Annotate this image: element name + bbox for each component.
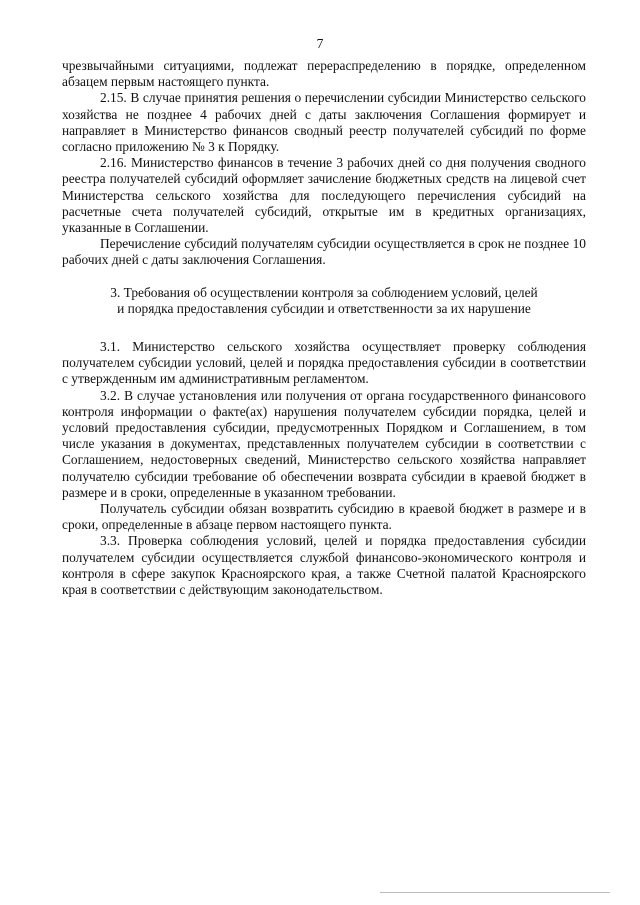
document-body bbox=[62, 58, 586, 598]
paragraph-3-2: 3.2. В случае установления или получения от органа государственного финансового контроля информации о факте(ах) нарушения получателем субсидии порядка, целей и условий предоставления субсидии, предусмотренных Порядком и Соглашением, в том числе указания в документах, представленных получателем субсидии в соответствии с Соглашением, недостоверных сведений, Министерство сельского хозяйства направляет получателю субсидии требование об обеспечении возврата субсидии в краевой бюджет в размере и в сроки, определенные в указанном требовании. bbox=[62, 387, 586, 500]
paragraph-3-3: 3.3. Проверка соблюдения условий, целей и порядка предоставления субсидии получателем субсидии осуществляется службой финансово-экономического контроля и контроля в сфере закупок Красноярского края, а также Счетной палатой Красноярского края в соответствии с действующим законодательством. bbox=[62, 533, 586, 598]
paragraph-refund-obligation: Получатель субсидии обязан возвратить субсидию в краевой бюджет в размере и в сроки, определенные в абзаце первом настоящего пункта. bbox=[62, 501, 586, 533]
page-number: 7 bbox=[316, 36, 324, 51]
paragraph-3-1: 3.1. Министерство сельского хозяйства осуществляет проверку соблюдения получателем субсидии условий, целей и порядка предоставления субсидии в соответствии с утвержденным им административным регламентом. bbox=[62, 339, 586, 387]
paragraph-2-16: 2.16. Министерство финансов в течение 3 рабочих дней со дня получения сводного реестра получателей субсидий оформляет зачисление бюджетных средств на лицевой счет Министерства сельского хозяйства для последующего перечисления субсидий на расчетные счета получателей субсидий, открытые им в кредитных организациях, указанные в Соглашении. bbox=[62, 155, 586, 236]
section-3-title-line-2: и порядка предоставления субсидии и ответственности за их нарушение bbox=[117, 300, 531, 316]
section-3-title bbox=[62, 285, 586, 317]
spacer bbox=[62, 329, 586, 339]
paragraph-continuation: чрезвычайными ситуациями, подлежат перераспределению в порядке, определенном абзацем первым настоящего пункта. bbox=[62, 58, 586, 90]
section-3-title-line-1: 3. Требования об осуществлении контроля за соблюдением условий, целей bbox=[110, 284, 538, 300]
paragraph-transfer-deadline: Перечисление субсидий получателям субсидии осуществляется в срок не позднее 10 рабочих дней с даты заключения Соглашения. bbox=[62, 236, 586, 268]
footer-rule bbox=[380, 892, 610, 893]
paragraph-2-15: 2.15. В случае принятия решения о перечислении субсидии Министерство сельского хозяйства не позднее 4 рабочих дней с даты заключения Соглашения формирует и направляет в Министерство финансов сводный реестр получателей субсидий по форме согласно приложению № 3 к Порядку. bbox=[62, 90, 586, 155]
